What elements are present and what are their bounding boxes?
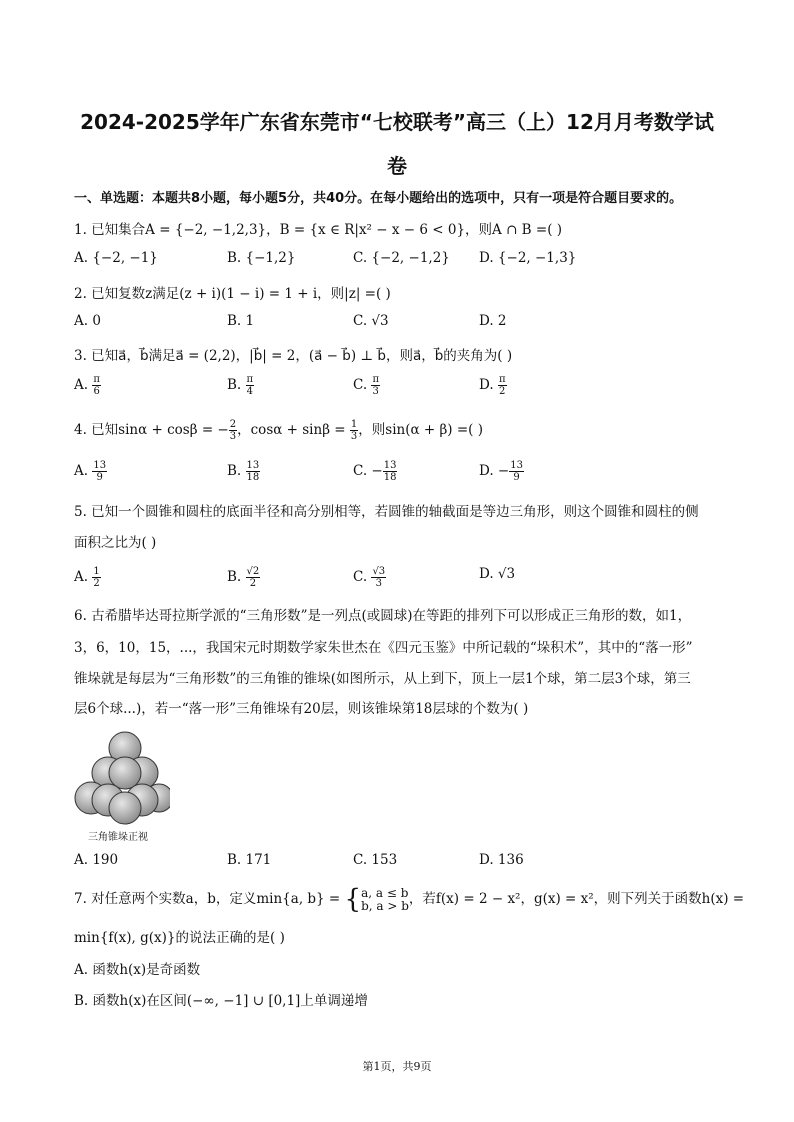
question-6-line-1: 6. 古希腊毕达哥拉斯学派的“三角形数”是一列点(或圆球)在等距的排列下可以形成正三角形的数，如1， [74, 608, 692, 624]
question-6-line-2: 3，6，10，15，...，我国宋元时期数学家朱世杰在《四元玉鉴》中所记载的“垛积术”，其中的“落一形” [74, 640, 693, 656]
question-1-stem: 1. 已知集合A = {−2, −1,2,3}，B = {x ∈ R|x² − x − 6 < 0}，则A ∩ B =( ) [74, 222, 563, 238]
q7-option-a: A. 函数h(x)是奇函数 [74, 962, 201, 978]
section-heading: 一、单选题：本题共8小题，每小题5分，共40分。在每小题给出的选项中，只有一项是符合题目要求的。 [74, 191, 683, 206]
title-line-2: 卷 [387, 154, 407, 178]
q4-option-d: D. − $\frac{13}{9}$ [479, 460, 523, 483]
question-6-options [74, 852, 724, 874]
q7-option-b: B. 函数h(x)在区间(−∞, −1] ∪ [0,1]上单调递增 [74, 993, 368, 1009]
ball [109, 792, 141, 824]
page-footer: 第1页，共9页 [362, 1060, 432, 1073]
q2-option-c: C. √3 [353, 313, 389, 329]
q5-option-b: B. $\frac{√2}{2}$ [227, 566, 260, 589]
q3-option-a: A. $\frac{\pi}{6}$ [74, 374, 100, 397]
q5-option-d: D. √3 [479, 566, 516, 582]
question-4-options [74, 460, 724, 482]
question-1-options [74, 250, 724, 272]
ball [109, 757, 141, 789]
ball-pyramid-figure [70, 728, 170, 828]
piecewise-definition: a, a ≤ b b, a > b [361, 885, 409, 913]
q6-option-c: C. 153 [353, 852, 398, 868]
question-3-options [74, 374, 724, 396]
brace-symbol: { [344, 884, 362, 915]
q4-option-a: A. $\frac{13}{9}$ [74, 460, 107, 483]
q6-option-d: D. 136 [479, 852, 524, 868]
page-title [40, 100, 754, 188]
question-6-line-3: 锥垛就是每层为“三角形数”的三角锥的锥垛(如图所示，从上到下，顶上一层1个球，第二层3个球，第三 [74, 671, 691, 687]
q2-option-a: A. 0 [74, 313, 101, 329]
question-5-line-1: 5. 已知一个圆锥和圆柱的底面半径和高分别相等，若圆锥的轴截面是等边三角形，则这个圆锥和圆柱的侧 [74, 504, 699, 520]
q5-option-c: C. $\frac{√3}{3}$ [353, 566, 386, 589]
question-7-stem: 7. 对任意两个实数a，b，定义min{a, b} = { a, a ≤ b b, a > b ，若f(x) = 2 − x²，g(x) = x²，则下列关于函数h(x) = [74, 884, 745, 915]
q1-option-c: C. {−2, −1,2} [353, 250, 450, 266]
question-7-line-2: min{f(x), g(x)}的说法正确的是( ) [74, 930, 285, 946]
question-5-options [74, 566, 724, 588]
q5-option-a: A. $\frac{1}{2}$ [74, 566, 100, 589]
q1-option-a: A. {−2, −1} [74, 250, 158, 266]
q1-option-d: D. {−2, −1,3} [479, 250, 577, 266]
q4-option-c: C. − $\frac{13}{18}$ [353, 460, 397, 483]
question-4-stem: 4. 已知sinα + cosβ = − $\frac{2}{3}$ ，cosα + sinβ = $\frac{1}{3}$ ，则sin(α + β) =( ) [74, 419, 483, 442]
q3-option-d: D. $\frac{\pi}{2}$ [479, 374, 506, 397]
q6-option-b: B. 171 [227, 852, 272, 868]
question-3-stem: 3. 已知a⃗，b⃗满足a⃗ = (2,2)，|b⃗| = 2，(a⃗ − b⃗) ⊥ b⃗，则a⃗，b⃗的夹角为( ) [74, 348, 513, 364]
q3-option-c: C. $\frac{\pi}{3}$ [353, 374, 380, 397]
q6-option-a: A. 190 [74, 852, 119, 868]
figure-caption: 三角锥垛正视 [88, 832, 148, 843]
q2-option-d: D. 2 [479, 313, 507, 329]
question-6-line-4: 层6个球...)，若一“落一形”三角锥垛有20层，则该锥垛第18层球的个数为( ) [74, 701, 529, 717]
title-line-1: 2024-2025学年广东省东莞市“七校联考”高三（上）12月月考数学试 [80, 110, 714, 134]
q1-option-b: B. {−1,2} [227, 250, 296, 266]
q3-option-b: B. $\frac{\pi}{4}$ [227, 374, 254, 397]
question-2-options [74, 313, 724, 335]
question-2-stem: 2. 已知复数z满足(z + i)(1 − i) = 1 + i，则|z| =( ) [74, 286, 391, 302]
q2-option-b: B. 1 [227, 313, 255, 329]
q4-option-b: B. $\frac{13}{18}$ [227, 460, 260, 483]
question-5-line-2: 面积之比为( ) [74, 535, 157, 551]
